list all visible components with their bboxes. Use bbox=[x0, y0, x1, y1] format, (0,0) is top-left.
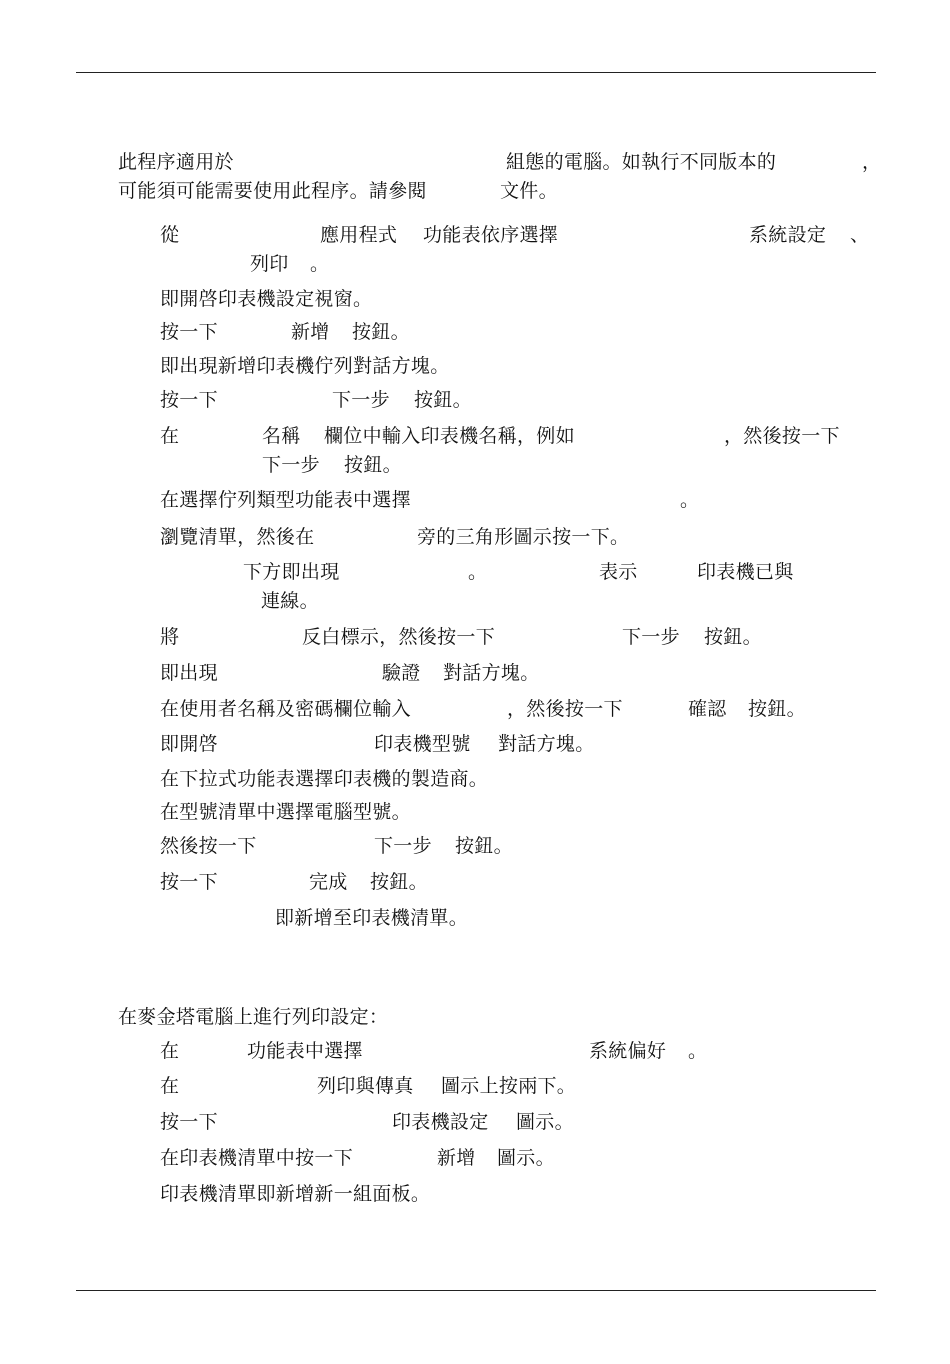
step-text: 按鈕。 bbox=[370, 871, 428, 893]
step-text: 完成 bbox=[309, 871, 348, 893]
step-text: 列印與傳真 bbox=[317, 1075, 414, 1097]
section-heading: 在麥金塔電腦上進行列印設定： bbox=[118, 1006, 389, 1028]
step-text: 下一步 bbox=[622, 626, 680, 648]
step-text: 即開啓 bbox=[160, 733, 218, 755]
footer-rule bbox=[76, 1290, 876, 1291]
step-text: 。 bbox=[468, 561, 488, 583]
step-text: 下方即出現 bbox=[243, 561, 340, 583]
step-text: 功能表中選擇 bbox=[247, 1040, 363, 1062]
step-text: 按一下 bbox=[160, 1111, 218, 1133]
step-text: 然後按一下 bbox=[160, 835, 257, 857]
step-text: 欄位中輸入印表機名稱，例如 bbox=[324, 425, 575, 447]
step-text: 即出現新增印表機佇列對話方塊。 bbox=[160, 355, 450, 377]
step-text: 確認 bbox=[688, 698, 727, 720]
step-text: 印表機清單即新增新一組面板。 bbox=[160, 1183, 431, 1205]
step-text: 圖示。 bbox=[516, 1111, 574, 1133]
step-text: 旁的三角形圖示按一下。 bbox=[417, 526, 630, 548]
step-text: 在型號清單中選擇電腦型號。 bbox=[160, 801, 411, 823]
step-text: 將 bbox=[160, 626, 180, 648]
step-text: 下一步 bbox=[332, 389, 390, 411]
step-text: 按一下 bbox=[160, 321, 218, 343]
step-text: 下一步 bbox=[262, 454, 320, 476]
step-text: 連線。 bbox=[261, 590, 319, 612]
step-text: 應用程式 bbox=[320, 224, 398, 246]
step-text: 在印表機清單中按一下 bbox=[160, 1147, 354, 1169]
step-text: 對話方塊。 bbox=[498, 733, 595, 755]
step-text: 按鈕。 bbox=[344, 454, 402, 476]
step-text: 按鈕。 bbox=[455, 835, 513, 857]
intro-text: 可能須可能需要使用此程序。請參閱 bbox=[118, 180, 427, 202]
step-text: 按鈕。 bbox=[748, 698, 806, 720]
intro-text: 文件。 bbox=[500, 180, 558, 202]
step-text: 系統偏好 bbox=[589, 1040, 667, 1062]
header-rule bbox=[76, 72, 876, 73]
step-text: 即新增至印表機清單。 bbox=[275, 907, 469, 929]
step-text: 在使用者名稱及密碼欄位輸入 bbox=[160, 698, 411, 720]
step-text: 驗證 bbox=[382, 662, 421, 684]
step-text: 在選擇佇列類型功能表中選擇 bbox=[160, 489, 411, 511]
step-text: 。 bbox=[680, 489, 700, 511]
step-text: 即開啓印表機設定視窗。 bbox=[160, 288, 373, 310]
step-text: 名稱 bbox=[262, 425, 301, 447]
step-text: 、 bbox=[850, 224, 870, 246]
step-text: 圖示。 bbox=[497, 1147, 555, 1169]
step-text: 新增 bbox=[437, 1147, 476, 1169]
step-text: 即出現 bbox=[160, 662, 218, 684]
intro-text: ， bbox=[862, 151, 882, 173]
step-text: 印表機型號 bbox=[374, 733, 471, 755]
step-text: ，然後按一下 bbox=[724, 425, 840, 447]
intro-text: 組態的電腦。如執行不同版本的 bbox=[506, 151, 777, 173]
step-text: 按鈕。 bbox=[704, 626, 762, 648]
step-text: 系統設定 bbox=[749, 224, 827, 246]
step-text: 在 bbox=[160, 1075, 180, 1097]
step-text: 在 bbox=[160, 1040, 180, 1062]
step-text: 下一步 bbox=[374, 835, 432, 857]
step-text: 從 bbox=[160, 224, 180, 246]
step-text: 功能表依序選擇 bbox=[423, 224, 559, 246]
step-text: 。 bbox=[310, 253, 330, 275]
step-text: 反白標示，然後按一下 bbox=[302, 626, 496, 648]
step-text: 表示 bbox=[599, 561, 638, 583]
step-text: 在 bbox=[160, 425, 180, 447]
step-text: 新增 bbox=[291, 321, 330, 343]
step-text: 列印 bbox=[250, 253, 289, 275]
step-text: 對話方塊。 bbox=[443, 662, 540, 684]
step-text: 印表機設定 bbox=[392, 1111, 489, 1133]
step-text: 圖示上按兩下。 bbox=[441, 1075, 577, 1097]
step-text: 按鈕。 bbox=[414, 389, 472, 411]
intro-text: 此程序適用於 bbox=[118, 151, 234, 173]
step-text: 。 bbox=[688, 1040, 708, 1062]
step-text: 按鈕。 bbox=[352, 321, 410, 343]
step-text: 印表機已與 bbox=[697, 561, 794, 583]
step-text: ，然後按一下 bbox=[507, 698, 623, 720]
step-text: 瀏覽清單，然後在 bbox=[160, 526, 315, 548]
step-text: 按一下 bbox=[160, 389, 218, 411]
step-text: 在下拉式功能表選擇印表機的製造商。 bbox=[160, 768, 489, 790]
step-text: 按一下 bbox=[160, 871, 218, 893]
